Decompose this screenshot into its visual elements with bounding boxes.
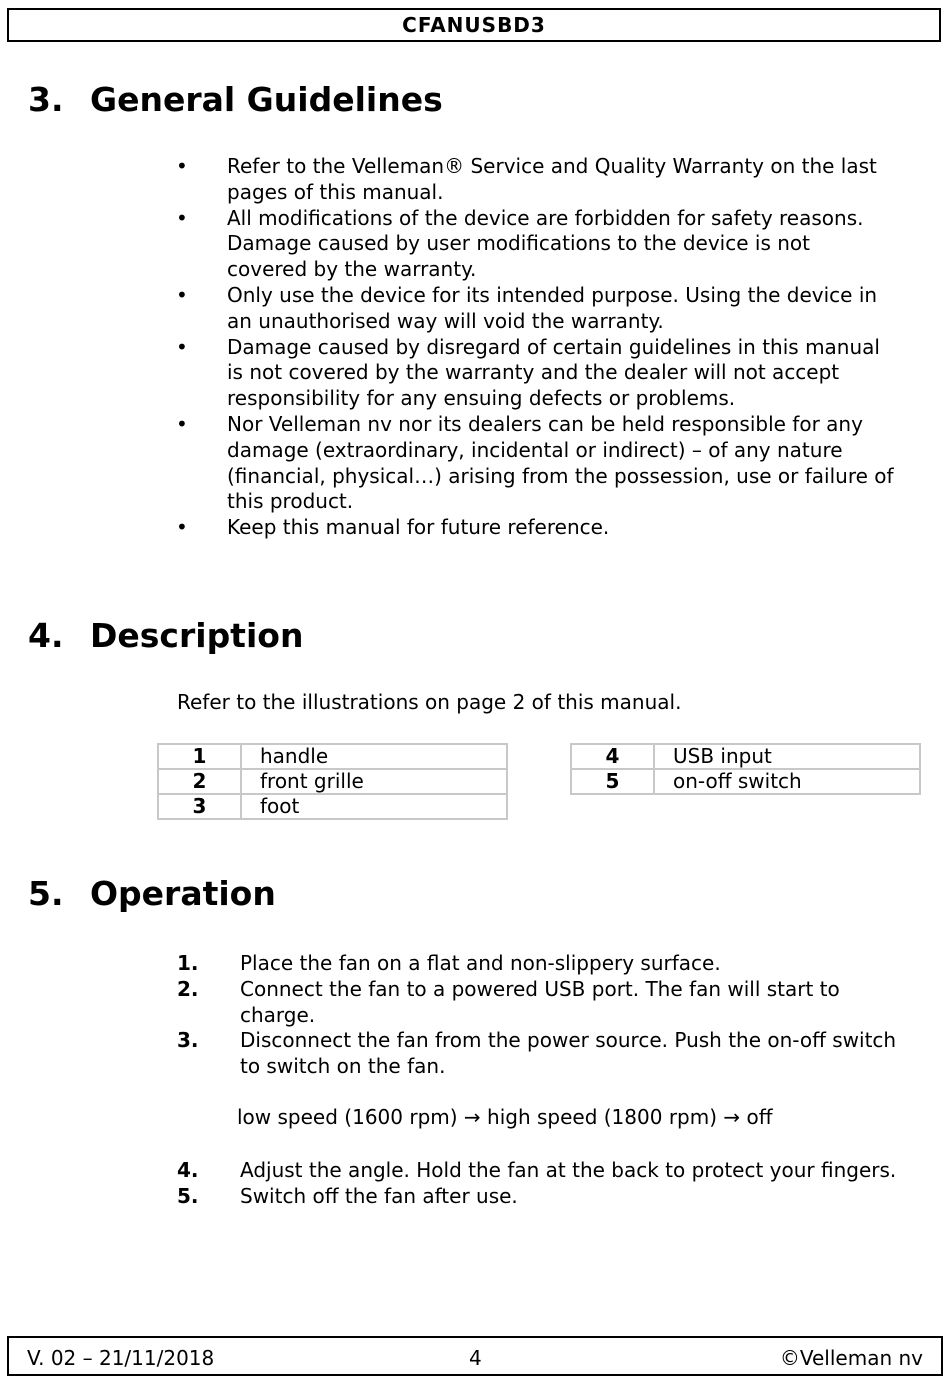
- parts-table-left: [157, 743, 508, 820]
- copyright-text: ©Velleman nv: [779, 1346, 923, 1370]
- section-general-guidelines-title: [28, 80, 443, 119]
- description-intro: Refer to the illustrations on page 2 of this manual.: [177, 690, 682, 714]
- list-item: [176, 206, 896, 283]
- part-number: 3: [158, 794, 241, 819]
- operation-steps-b: [177, 1158, 897, 1210]
- list-item: [177, 1184, 897, 1210]
- section-number: 5.: [28, 874, 64, 913]
- speed-sequence: low speed (1600 rpm) → high speed (1800 rpm) → off: [237, 1105, 773, 1129]
- list-item-text: All modifications of the device are forbidden for safety reasons. Damage caused by user modifications to the device is not covered by the warranty.: [227, 205, 864, 282]
- step-number: 1.: [177, 951, 199, 975]
- list-item-text: Refer to the Velleman® Service and Quality Warranty on the last pages of this manual.: [227, 154, 877, 204]
- list-item-text: Only use the device for its intended purpose. Using the device in an unauthorised way will void the warranty.: [227, 282, 878, 333]
- bullet-icon: •: [176, 205, 188, 230]
- step-number: 5.: [177, 1183, 199, 1208]
- part-label: USB input: [654, 744, 920, 769]
- list-item: [177, 977, 897, 1029]
- part-number: 2: [158, 769, 241, 794]
- table-row: [158, 794, 507, 819]
- section-number: 3.: [28, 80, 64, 119]
- step-text: Disconnect the fan from the power source. Push the on-off switch to switch on the fan.: [240, 1028, 897, 1079]
- bullet-icon: •: [176, 334, 188, 359]
- section-heading: General Guidelines: [90, 80, 443, 119]
- bullet-icon: •: [176, 282, 188, 307]
- step-text: Switch off the fan after use.: [240, 1183, 518, 1208]
- list-item: [176, 283, 896, 335]
- parts-table-right: [570, 743, 921, 795]
- list-item-text: Keep this manual for future reference.: [227, 515, 610, 540]
- step-text: Connect the fan to a powered USB port. The fan will start to charge.: [240, 976, 840, 1027]
- list-item: [176, 515, 896, 541]
- part-number: 4: [571, 744, 654, 769]
- part-label: foot: [241, 794, 507, 819]
- section-heading: Description: [90, 616, 304, 655]
- part-number: 5: [571, 769, 654, 794]
- section-operation-title: [28, 874, 276, 913]
- step-text: Adjust the angle. Hold the fan at the back to protect your fingers.: [240, 1158, 897, 1182]
- operation-steps-a: [177, 951, 897, 1080]
- list-item-text: Damage caused by disregard of certain guidelines in this manual is not covered by the warranty and the dealer will not accept responsibility for any ensuing defects or problems.: [227, 334, 880, 411]
- list-item: [177, 1028, 897, 1080]
- section-heading: Operation: [90, 874, 276, 913]
- table-row: [571, 769, 920, 794]
- bullet-icon: •: [176, 411, 188, 436]
- model-title: CFANUSBD3: [402, 13, 546, 37]
- guidelines-list: [176, 154, 896, 541]
- part-label: on-off switch: [654, 769, 920, 794]
- table-row: [158, 744, 507, 769]
- list-item: [176, 335, 896, 412]
- section-number: 4.: [28, 616, 64, 655]
- list-item: [176, 154, 896, 206]
- version-date: V. 02 – 21/11/2018: [27, 1346, 215, 1370]
- step-number: 2.: [177, 976, 199, 1001]
- part-label: front grille: [241, 769, 507, 794]
- part-number: 1: [158, 744, 241, 769]
- list-item: [176, 412, 896, 515]
- part-label: handle: [241, 744, 507, 769]
- page-header: [7, 8, 941, 42]
- table-row: [571, 744, 920, 769]
- table-row: [158, 769, 507, 794]
- section-description-title: [28, 616, 303, 655]
- list-item: [177, 951, 897, 977]
- list-item: [177, 1158, 897, 1184]
- step-text: Place the fan on a flat and non-slippery surface.: [240, 951, 721, 975]
- page-number: 4: [469, 1346, 482, 1370]
- page-footer: [7, 1336, 943, 1376]
- bullet-icon: •: [176, 515, 188, 540]
- list-item-text: Nor Velleman nv nor its dealers can be held responsible for any damage (extraordinary, incidental or indirect) – of any nature (financial, physical…) arising from the possession, use or failure of this product.: [227, 411, 894, 514]
- step-number: 3.: [177, 1028, 199, 1053]
- bullet-icon: •: [176, 154, 188, 178]
- step-number: 4.: [177, 1158, 199, 1182]
